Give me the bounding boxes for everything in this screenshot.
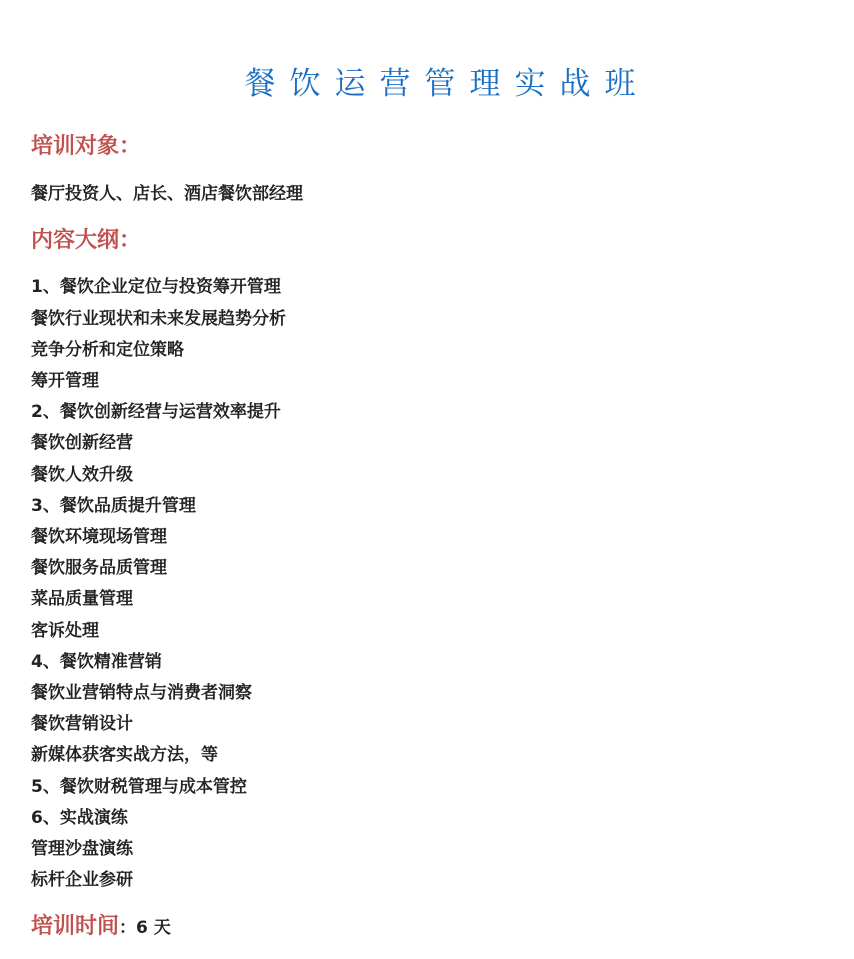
outline-item-19: 管理沙盘演练	[31, 839, 133, 859]
outline-item-2: 餐饮行业现状和未来发展趋势分析	[31, 309, 286, 329]
outline-item-5: 2、餐饮创新经营与运营效率提升	[31, 402, 281, 422]
outline-item-18: 6、实战演练	[31, 808, 128, 828]
outline-item-13: 4、餐饮精准营销	[31, 652, 162, 672]
outline-heading: 内容大纲：	[31, 228, 142, 253]
duration-line	[31, 912, 171, 943]
duration-value: ：6 天	[119, 918, 171, 938]
outline-item-17: 5、餐饮财税管理与成本管控	[31, 777, 247, 797]
outline-item-15: 餐饮营销设计	[31, 714, 133, 734]
outline-item-20: 标杆企业参研	[31, 870, 133, 890]
audience-text: 餐厅投资人、店长、酒店餐饮部经理	[31, 184, 303, 204]
outline-item-14: 餐饮业营销特点与消费者洞察	[31, 683, 252, 703]
outline-item-3: 竞争分析和定位策略	[31, 340, 184, 360]
outline-item-11: 菜品质量管理	[31, 589, 133, 609]
outline-item-4: 筹开管理	[31, 371, 99, 391]
outline-item-7: 餐饮人效升级	[31, 465, 133, 485]
duration-heading: 培训时间	[31, 914, 120, 939]
outline-item-9: 餐饮环境现场管理	[31, 527, 167, 547]
outline-item-10: 餐饮服务品质管理	[31, 558, 167, 578]
outline-item-12: 客诉处理	[31, 621, 99, 641]
outline-item-1: 1、餐饮企业定位与投资筹开管理	[31, 277, 281, 297]
outline-item-16: 新媒体获客实战方法，等	[31, 745, 218, 765]
audience-heading: 培训对象：	[31, 134, 142, 159]
outline-item-6: 餐饮创新经营	[31, 433, 133, 453]
page-title: 餐饮运营管理实战班	[244, 66, 650, 102]
outline-item-8: 3、餐饮品质提升管理	[31, 496, 196, 516]
